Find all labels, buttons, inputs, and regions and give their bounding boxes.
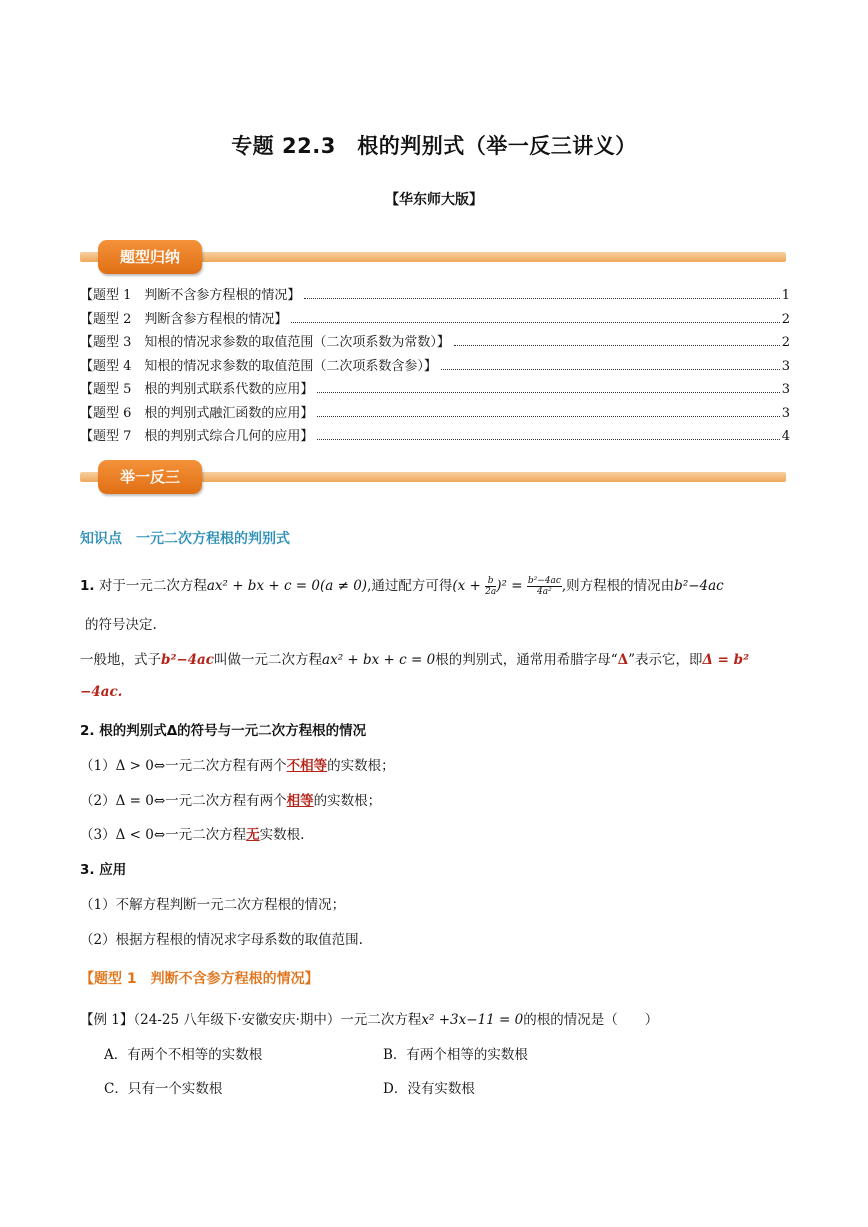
toc-item[interactable] [80, 308, 790, 332]
toc-leader [317, 439, 779, 440]
toc-leader [441, 369, 780, 370]
text: （2）Δ = 0⇔一元二次方程有两个 [80, 793, 287, 809]
emphasis: 不相等 [286, 758, 328, 774]
case-2 [80, 789, 381, 809]
equation: (x + [452, 578, 481, 594]
paragraph-1-line-1 [80, 574, 724, 597]
fraction-denominator: 2a [485, 587, 497, 597]
text: 实数根. [259, 827, 305, 843]
toc-item-label: 【题型 1 判断不含参方程根的情况】 [80, 288, 301, 303]
toc-item[interactable] [80, 355, 790, 379]
emphasis: 无 [246, 827, 260, 843]
toc-leader [317, 416, 779, 417]
toc-item[interactable] [80, 425, 790, 449]
text: ,则方程根的情况由 [561, 578, 675, 594]
fraction-discriminant [527, 576, 562, 597]
toc-item[interactable] [80, 284, 790, 308]
option-a[interactable]: A．有两个不相等的实数根 [104, 1047, 263, 1063]
summary-banner-label: 题型归纳 [98, 240, 202, 274]
text: 【例 1】（24-25 八年级下·安徽安庆·期中）一元二次方程 [80, 1012, 422, 1028]
application-1: （1）不解方程判断一元二次方程根的情况； [80, 897, 346, 913]
toc-item-page: 3 [781, 405, 790, 421]
paragraph-1-line-2: 的符号决定. [85, 617, 157, 633]
toc-item[interactable] [80, 331, 790, 355]
case-3 [80, 823, 304, 843]
fraction-b-over-2a [485, 576, 496, 597]
table-of-contents [80, 284, 790, 449]
toc-item-label: 【题型 3 知根的情况求参数的取值范围（二次项系数为常数）】 [80, 335, 450, 350]
emphasis: 相等 [286, 793, 314, 809]
heading-3: 3. 应用 [80, 862, 127, 878]
page-title: 专题 22.3 根的判别式（举一反三讲义） [231, 134, 637, 158]
paragraph-2-line-2 [80, 684, 122, 700]
toc-item-label: 【题型 7 根的判别式综合几何的应用】 [80, 429, 314, 444]
equation: )² = [496, 578, 523, 594]
text: 根的判别式，通常用希腊字母“ [435, 652, 618, 668]
practice-banner-label: 举一反三 [98, 460, 202, 494]
toc-item-page: 1 [781, 288, 790, 303]
paragraph-number: 1. [80, 578, 95, 594]
fraction-numerator: b [485, 576, 496, 587]
toc-leader [291, 322, 779, 323]
example-1-question [80, 1008, 658, 1028]
delta-definition-cont: −4ac. [80, 684, 123, 700]
toc-leader [317, 392, 779, 393]
edition-label: 【华东师大版】 [385, 192, 483, 208]
toc-item[interactable] [80, 378, 790, 402]
delta-definition: Δ = b² [702, 652, 750, 668]
option-b[interactable]: B．有两个相等的实数根 [383, 1047, 528, 1063]
toc-item-label: 【题型 4 知根的情况求参数的取值范围（二次项系数含参）】 [80, 358, 437, 374]
text: ,通过配方可得 [367, 578, 453, 594]
text: ”表示它，即 [628, 652, 703, 668]
text: （1）Δ > 0⇔一元二次方程有两个 [80, 758, 287, 774]
toc-item-page: 4 [781, 429, 790, 444]
fraction-denominator: 4a² [537, 587, 552, 597]
type-1-heading: 【题型 1 判断不含参方程根的情况】 [80, 971, 319, 987]
option-d[interactable]: D．没有实数根 [383, 1081, 475, 1097]
discriminant-expression: b²−4ac [161, 652, 215, 668]
application-2: （2）根据方程根的情况求字母系数的取值范围. [80, 932, 363, 948]
delta-symbol: Δ [617, 652, 629, 668]
text: 对于一元二次方程 [98, 578, 207, 594]
option-c[interactable]: C．只有一个实数根 [104, 1081, 223, 1097]
equation: x² +3x−11 = 0 [421, 1012, 524, 1028]
toc-item-page: 2 [781, 311, 790, 327]
text: 的根的情况是（ ） [523, 1012, 659, 1028]
heading-2: 2. 根的判别式Δ的符号与一元二次方程根的情况 [80, 723, 367, 739]
paragraph-2-line-1 [80, 648, 749, 668]
toc-leader [454, 345, 780, 346]
text: 叫做一元二次方程 [214, 652, 323, 668]
text: 一般地，式子 [80, 652, 161, 668]
text: （3）Δ < 0⇔一元二次方程 [80, 827, 247, 843]
toc-item-page: 3 [781, 358, 790, 374]
toc-item[interactable] [80, 402, 790, 426]
equation: ax² + bx + c = 0 [322, 652, 436, 668]
toc-leader [304, 298, 779, 299]
case-1 [80, 754, 395, 774]
text: 的实数根； [313, 793, 382, 809]
toc-item-label: 【题型 2 判断含参方程根的情况】 [80, 311, 288, 327]
text: 的实数根； [327, 758, 395, 774]
toc-item-page: 3 [781, 382, 790, 397]
toc-item-page: 2 [781, 335, 790, 350]
equation: ax² + bx + c = 0(a ≠ 0) [206, 578, 368, 594]
knowledge-heading: 知识点 一元二次方程根的判别式 [80, 531, 290, 547]
equation: b²−4ac [674, 578, 724, 594]
fraction-numerator: b²−4ac [527, 576, 561, 586]
toc-item-label: 【题型 6 根的判别式融汇函数的应用】 [80, 405, 314, 421]
toc-item-label: 【题型 5 根的判别式联系代数的应用】 [80, 382, 314, 397]
